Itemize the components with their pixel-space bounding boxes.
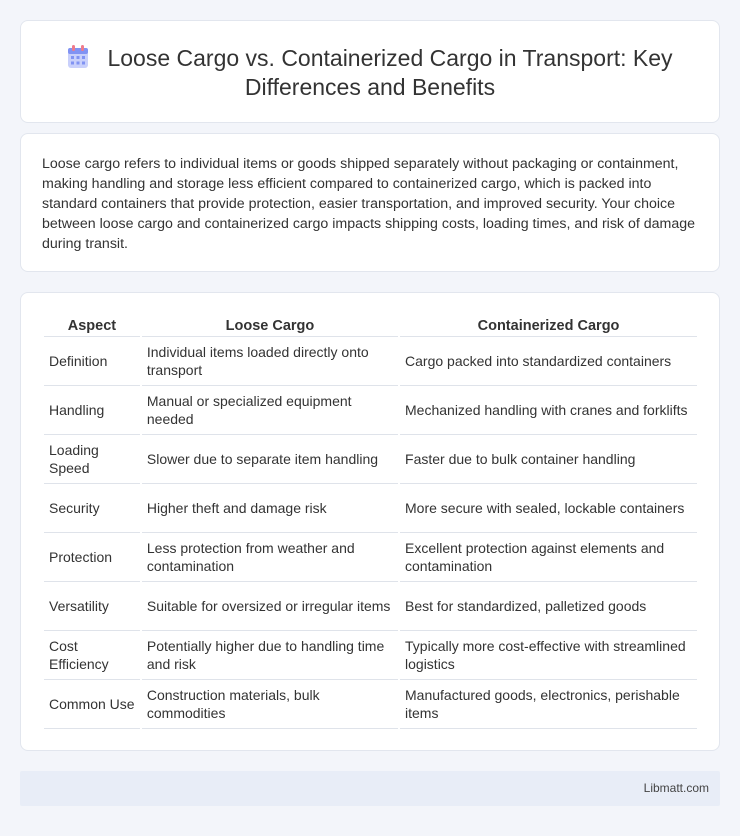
- cell-loose-cargo: Construction materials, bulk commodities: [142, 680, 398, 729]
- table-row: [44, 337, 697, 386]
- page-title-wrap: [21, 44, 719, 102]
- header-aspect: Aspect: [44, 315, 140, 337]
- table-row: [44, 533, 697, 582]
- cell-containerized-cargo: Faster due to bulk container handling: [400, 435, 697, 484]
- cell-containerized-cargo: Typically more cost-effective with streamlined logistics: [400, 631, 697, 680]
- cell-aspect: Protection: [44, 533, 140, 582]
- cell-aspect: Handling: [44, 386, 140, 435]
- table-row: [44, 386, 697, 435]
- table-row: [44, 631, 697, 680]
- intro-paragraph: Loose cargo refers to individual items or goods shipped separately without packaging or containment, making handling and storage less efficient compared to containerized cargo, which is packed into standard containers that provide protection, easier transportation, and improved security. Your choice between loose cargo and containerized cargo impacts shipping costs, loading times, and risk of damage during transit.: [42, 156, 695, 252]
- cell-containerized-cargo: Mechanized handling with cranes and forklifts: [400, 386, 697, 435]
- table-header-row: [44, 315, 697, 337]
- cell-aspect: Loading Speed: [44, 435, 140, 484]
- cell-containerized-cargo: More secure with sealed, lockable containers: [400, 484, 697, 533]
- cell-loose-cargo: Less protection from weather and contamination: [142, 533, 398, 582]
- cell-aspect: Definition: [44, 337, 140, 386]
- comparison-table-card: [20, 292, 720, 751]
- comparison-table: [42, 315, 699, 729]
- table-row: [44, 435, 697, 484]
- cell-aspect: Versatility: [44, 582, 140, 631]
- calendar-icon: [67, 45, 89, 69]
- cell-loose-cargo: Higher theft and damage risk: [142, 484, 398, 533]
- cell-containerized-cargo: Manufactured goods, electronics, perishable items: [400, 680, 697, 729]
- cell-aspect: Security: [44, 484, 140, 533]
- table-row: [44, 484, 697, 533]
- cell-containerized-cargo: Cargo packed into standardized containers: [400, 337, 697, 386]
- table-row: [44, 680, 697, 729]
- cell-containerized-cargo: Excellent protection against elements and contamination: [400, 533, 697, 582]
- footer-bar: [20, 771, 720, 806]
- cell-loose-cargo: Individual items loaded directly onto transport: [142, 337, 398, 386]
- header-containerized-cargo: Containerized Cargo: [400, 315, 697, 337]
- title-card: [20, 20, 720, 123]
- cell-containerized-cargo: Best for standardized, palletized goods: [400, 582, 697, 631]
- footer-brand-link[interactable]: Libmatt.com: [643, 781, 709, 795]
- intro-card: [20, 133, 720, 272]
- cell-aspect: Cost Efficiency: [44, 631, 140, 680]
- page-title: Loose Cargo vs. Containerized Cargo in Transport: Key Differences and Benefits: [107, 45, 673, 100]
- cell-loose-cargo: Slower due to separate item handling: [142, 435, 398, 484]
- cell-loose-cargo: Manual or specialized equipment needed: [142, 386, 398, 435]
- header-loose-cargo: Loose Cargo: [142, 315, 398, 337]
- table-row: [44, 582, 697, 631]
- cell-aspect: Common Use: [44, 680, 140, 729]
- cell-loose-cargo: Potentially higher due to handling time and risk: [142, 631, 398, 680]
- cell-loose-cargo: Suitable for oversized or irregular items: [142, 582, 398, 631]
